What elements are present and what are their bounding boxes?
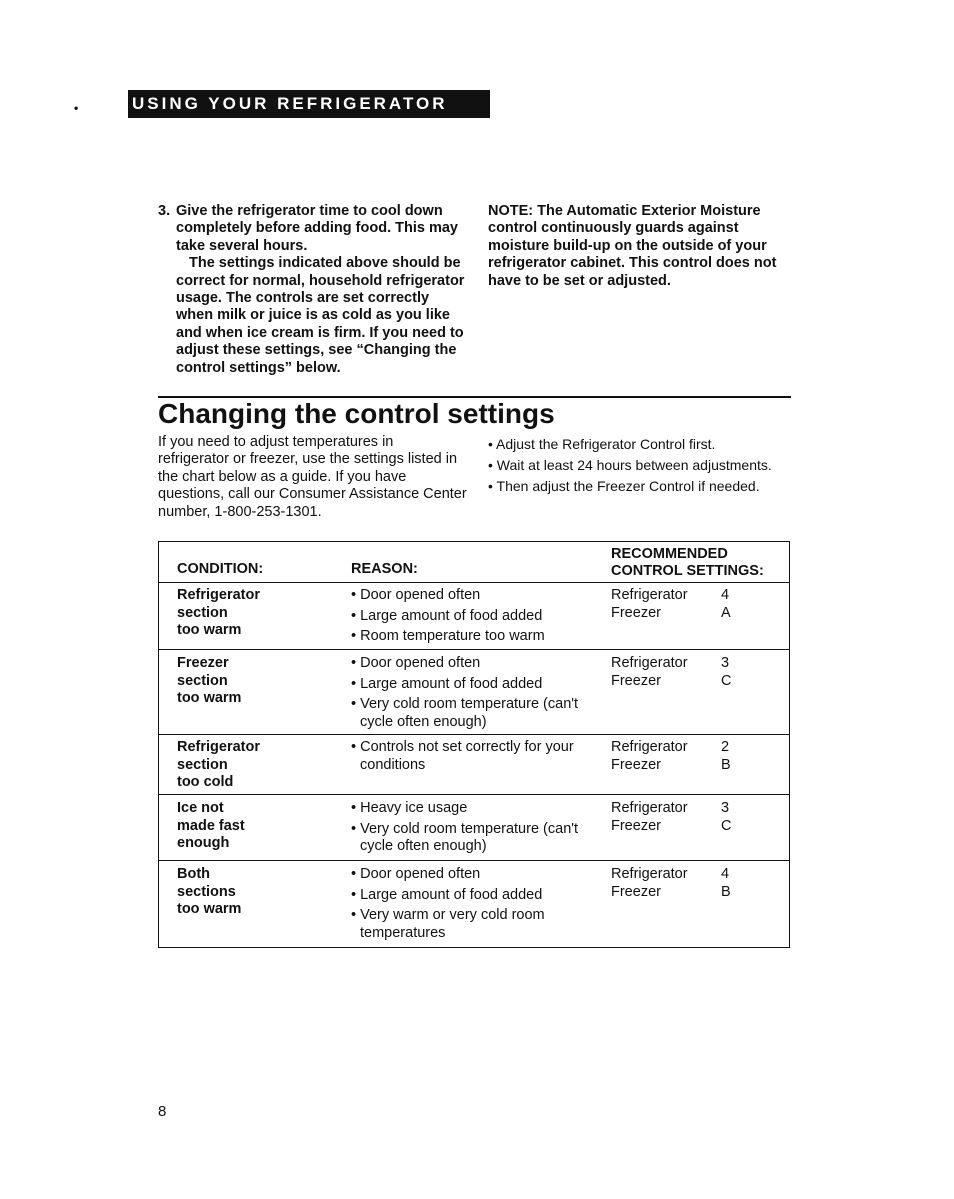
settings-cell <box>611 587 761 622</box>
condition-line: too warm <box>177 622 242 638</box>
reason-item: • Large amount of food added <box>351 886 543 903</box>
settings-cell <box>611 866 761 901</box>
header-settings-line-2: CONTROL SETTINGS: <box>611 563 764 579</box>
condition-line: made fast <box>177 817 245 834</box>
condition-line: Ice not <box>177 800 224 816</box>
step-3-text <box>176 203 468 377</box>
condition-cell <box>177 800 327 853</box>
reason-item: • Room temperature too warm <box>351 628 545 644</box>
condition-line: section <box>177 672 228 689</box>
header-condition: CONDITION: <box>177 561 264 577</box>
refrigerator-label: Refrigerator <box>611 587 688 603</box>
condition-line: Refrigerator <box>177 739 260 755</box>
refrigerator-label: Refrigerator <box>611 655 688 671</box>
freezer-value: B <box>721 756 731 773</box>
section-title: Changing the control settings <box>158 398 555 429</box>
reason-item: • Very cold room temperature (can't cycle often enough) <box>351 820 579 854</box>
reason-item: • Large amount of food added <box>351 675 543 692</box>
control-settings-table <box>158 541 790 948</box>
step-3-paragraph-2: The settings indicated above should be correct for normal, household refrigerator usage. The controls are set correctly when milk or juice is as cold as you like and when ice cream is firm. If you need to adjust these settings, see “Changing the control settings” below. <box>176 255 465 376</box>
reason-cell <box>351 800 591 859</box>
adjustment-step: • Then adjust the Freezer Control if needed. <box>488 478 760 494</box>
reason-cell <box>351 655 591 734</box>
reason-item: • Door opened often <box>351 866 481 882</box>
row-divider <box>159 649 789 650</box>
refrigerator-value: 3 <box>721 800 730 816</box>
condition-line: too cold <box>177 774 234 790</box>
margin-bullet: • <box>74 101 79 115</box>
condition-line: sections <box>177 883 236 900</box>
condition-cell <box>177 866 327 919</box>
freezer-value: C <box>721 817 732 834</box>
condition-line: too warm <box>177 690 242 706</box>
freezer-label: Freezer <box>611 756 661 773</box>
condition-cell <box>177 739 327 792</box>
row-divider <box>159 794 789 795</box>
reason-cell <box>351 866 591 945</box>
reason-item: • Heavy ice usage <box>351 800 468 816</box>
header-settings <box>611 546 764 580</box>
settings-cell <box>611 655 761 690</box>
header-settings-line-1: RECOMMENDED <box>611 546 728 562</box>
freezer-label: Freezer <box>611 883 661 900</box>
freezer-value: A <box>721 604 731 621</box>
adjustment-steps <box>488 434 818 497</box>
step-3-paragraph-1: Give the refrigerator time to cool down completely before adding food. This may take several hours. <box>176 203 458 254</box>
refrigerator-value: 4 <box>721 587 730 603</box>
freezer-value: B <box>721 883 731 900</box>
condition-line: enough <box>177 835 230 851</box>
condition-line: Freezer <box>177 655 229 671</box>
row-divider <box>159 734 789 735</box>
reason-item: • Large amount of food added <box>351 607 543 624</box>
note-label: NOTE: <box>488 203 534 219</box>
adjustment-step: • Adjust the Refrigerator Control first. <box>488 436 716 452</box>
step-3-column <box>158 203 468 377</box>
note-column <box>488 203 798 290</box>
reason-cell <box>351 739 591 777</box>
freezer-value: C <box>721 672 732 689</box>
step-number: 3. <box>158 203 171 219</box>
freezer-label: Freezer <box>611 672 661 689</box>
reason-item: • Door opened often <box>351 587 481 603</box>
settings-cell <box>611 739 761 774</box>
page-number: 8 <box>158 1103 167 1120</box>
condition-cell <box>177 587 327 640</box>
condition-line: Refrigerator <box>177 587 260 603</box>
condition-line: section <box>177 756 228 773</box>
section-intro: If you need to adjust temperatures in refrigerator or freezer, use the settings listed in the chart below as a guide. If you have questions, call our Consumer Assistance Center number, 1-800-253-1301. <box>158 434 467 520</box>
refrigerator-label: Refrigerator <box>611 739 688 755</box>
row-divider <box>159 860 789 861</box>
reason-item: • Door opened often <box>351 655 481 671</box>
refrigerator-value: 2 <box>721 739 730 755</box>
note-text: The Automatic Exterior Moisture control continuously guards against moisture build-up on the outside of your refrigerator cabinet. This control does not have to be set or adjusted. <box>488 203 777 289</box>
freezer-label: Freezer <box>611 604 661 621</box>
adjustment-step: • Wait at least 24 hours between adjustments. <box>488 457 772 473</box>
condition-line: section <box>177 604 228 621</box>
condition-line: Both <box>177 866 211 882</box>
reason-item: • Very cold room temperature (can't cycle often enough) <box>351 696 579 730</box>
refrigerator-label: Refrigerator <box>611 866 688 882</box>
header-reason: REASON: <box>351 561 418 577</box>
freezer-label: Freezer <box>611 817 661 834</box>
condition-line: too warm <box>177 901 242 917</box>
refrigerator-value: 3 <box>721 655 730 671</box>
condition-cell <box>177 655 327 708</box>
reason-item: • Controls not set correctly for your conditions <box>351 739 574 773</box>
section-banner: USING YOUR REFRIGERATOR <box>128 90 490 118</box>
refrigerator-label: Refrigerator <box>611 800 688 816</box>
reason-cell <box>351 587 591 649</box>
header-divider <box>159 582 789 583</box>
refrigerator-value: 4 <box>721 866 730 882</box>
reason-item: • Very warm or very cold room temperatures <box>351 907 545 941</box>
settings-cell <box>611 800 761 835</box>
